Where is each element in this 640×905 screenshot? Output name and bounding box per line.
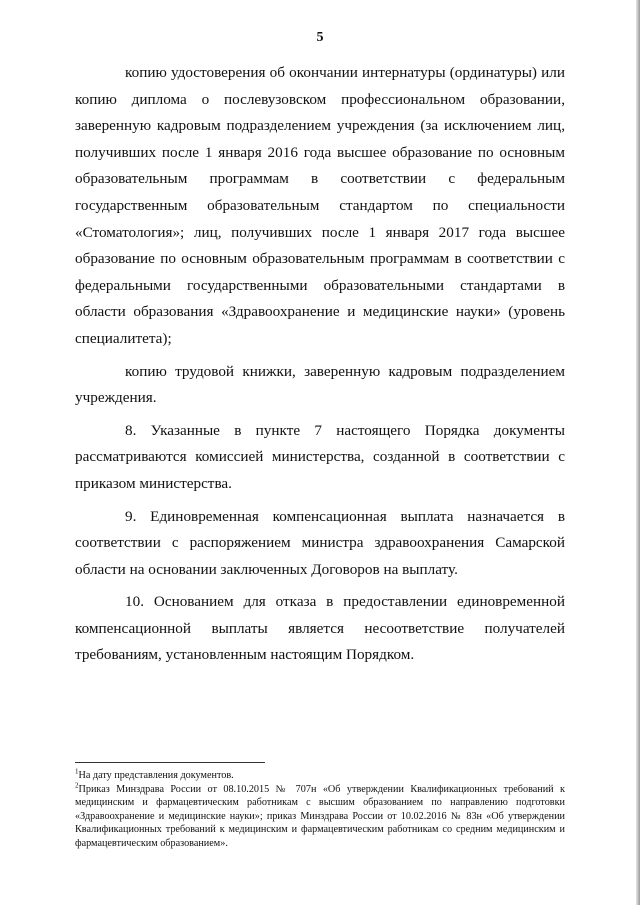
footnote-2 [75,783,565,851]
footnote-mark: 2 [75,781,79,790]
scan-edge-shadow [636,0,640,905]
footnotes [75,769,565,850]
paragraph-item-10: 10. Основанием для отказа в предоставлении единовременной компенсационной выплаты является несоответствие получателей требованиям, установленным настоящим Порядком. [75,593,565,664]
paragraph-item-9: 9. Единовременная компенсационная выплата назначается в соответствии с распоряжением министра здравоохранения Самарской области на основании заключенных Договоров на выплату. [75,507,565,578]
footnote-text: Приказ Минздрава России от 08.10.2015 № 707н «Об утверждении Квалификационных требований к медицинским и фармацевтическим работникам с высшим образованием по направлению подготовки «Здравоохранение и медицинские науки»; приказ Минздрава России от 10.02.2016 № 83н «Об утверждении Квалификационных требований к медицинским и фармацевтическим работникам со средним медицинским и фармацевтическим образованием». [75,783,565,849]
body-text [75,60,565,669]
footnote-text: На дату представления документов. [78,770,234,781]
paragraph-item-8: 8. Указанные в пункте 7 настоящего Порядка документы рассматриваются комиссией министерства, созданной в соответствии с приказом министерства. [75,421,565,492]
page-number: 5 [316,30,324,45]
footnote-1 [75,769,565,783]
footnote-divider [75,762,265,763]
paragraph-diploma-copy: копию удостоверения об окончании интернатуры (ординатуры) или копию диплома о послевузовском профессиональном образовании, заверенную кадровым подразделением учреждения (за исключением лиц, получивших после 1 января 2016 года высшее образование по основным образовательным программам в соответствии с федеральным государственным образовательным стандартом по специальности «Стоматология»; лиц, получивших после 1 января 2017 года высшее образование по основным образовательным программам в соответствии с федеральными государственными образовательными стандартами в области образования «Здравоохранение и медицинские науки» (уровень специалитета); [75,64,565,347]
footnote-mark: 1 [75,767,79,776]
paragraph-labor-book-copy: копию трудовой книжки, заверенную кадровым подразделением учреждения. [75,362,565,407]
